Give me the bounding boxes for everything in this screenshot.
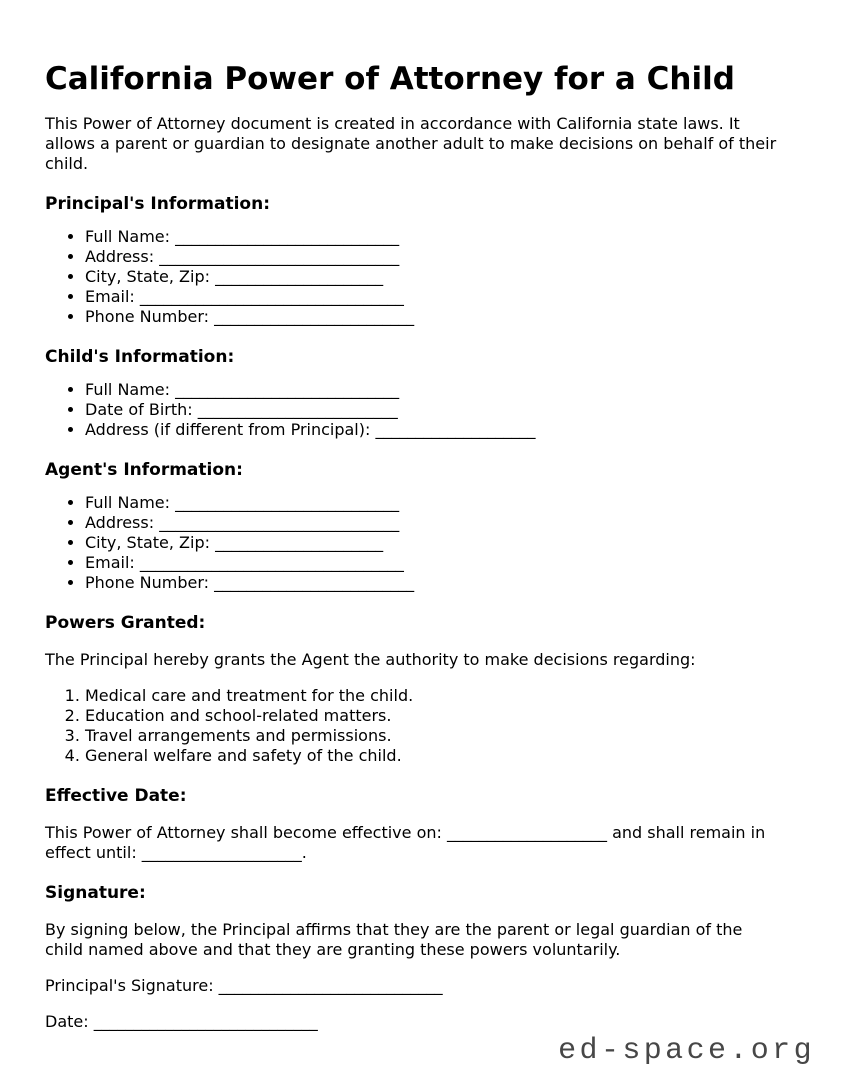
- principal-full-name-field: • Full Name: ____________________________: [85, 227, 785, 247]
- agent-phone-field: • Phone Number: _________________________: [85, 573, 785, 593]
- intro-paragraph: This Power of Attorney document is created in accordance with California state laws. It allows a parent or guardian to designate another adult to make decisions on behalf of their child.: [45, 114, 777, 173]
- watermark-ed-space-org: ed-space.org: [558, 1034, 815, 1068]
- agent-info-heading: Agent's Information:: [45, 460, 243, 480]
- principal-address-field: • Address: ______________________________: [85, 247, 785, 267]
- power-travel: 3. Travel arrangements and permissions.: [85, 726, 785, 746]
- child-address-field: • Address (if different from Principal): ____________________: [85, 420, 785, 440]
- principal-email-field: • Email: _________________________________: [85, 287, 785, 307]
- powers-granted-heading: Powers Granted:: [45, 613, 206, 633]
- effective-date-text: This Power of Attorney shall become effective on: ____________________ and shall remain in effect until: ____________________.: [45, 823, 766, 862]
- agent-full-name-field: • Full Name: ____________________________: [85, 493, 785, 513]
- signature-heading: Signature:: [45, 883, 146, 903]
- signature-affirmation-text: By signing below, the Principal affirms that they are the parent or legal guardian of the child named above and that they are granting these powers voluntarily.: [45, 920, 743, 959]
- power-medical-care: 1. Medical care and treatment for the child.: [85, 686, 785, 706]
- agent-address-field: • Address: ______________________________: [85, 513, 785, 533]
- powers-granted-intro: The Principal hereby grants the Agent the authority to make decisions regarding:: [45, 650, 696, 669]
- child-full-name-field: • Full Name: ____________________________: [85, 380, 785, 400]
- principal-city-state-zip-field: • City, State, Zip: _____________________: [85, 267, 785, 287]
- principal-info-list: [45, 227, 785, 327]
- agent-city-state-zip-field: • City, State, Zip: _____________________: [85, 533, 785, 553]
- principal-phone-field: • Phone Number: _________________________: [85, 307, 785, 327]
- power-education: 2. Education and school-related matters.: [85, 706, 785, 726]
- power-general-welfare: 4. General welfare and safety of the child.: [85, 746, 785, 766]
- principal-signature-line: Principal's Signature: ____________________________: [45, 976, 443, 995]
- document-title: California Power of Attorney for a Child: [45, 61, 735, 97]
- child-info-heading: Child's Information:: [45, 347, 235, 367]
- agent-email-field: • Email: _________________________________: [85, 553, 785, 573]
- powers-granted-list: [45, 686, 785, 766]
- effective-date-heading: Effective Date:: [45, 786, 187, 806]
- principal-info-heading: Principal's Information:: [45, 194, 270, 214]
- date-line: Date: ____________________________: [45, 1012, 318, 1031]
- child-date-of-birth-field: • Date of Birth: _________________________: [85, 400, 785, 420]
- child-info-list: [45, 380, 785, 440]
- agent-info-list: [45, 493, 785, 593]
